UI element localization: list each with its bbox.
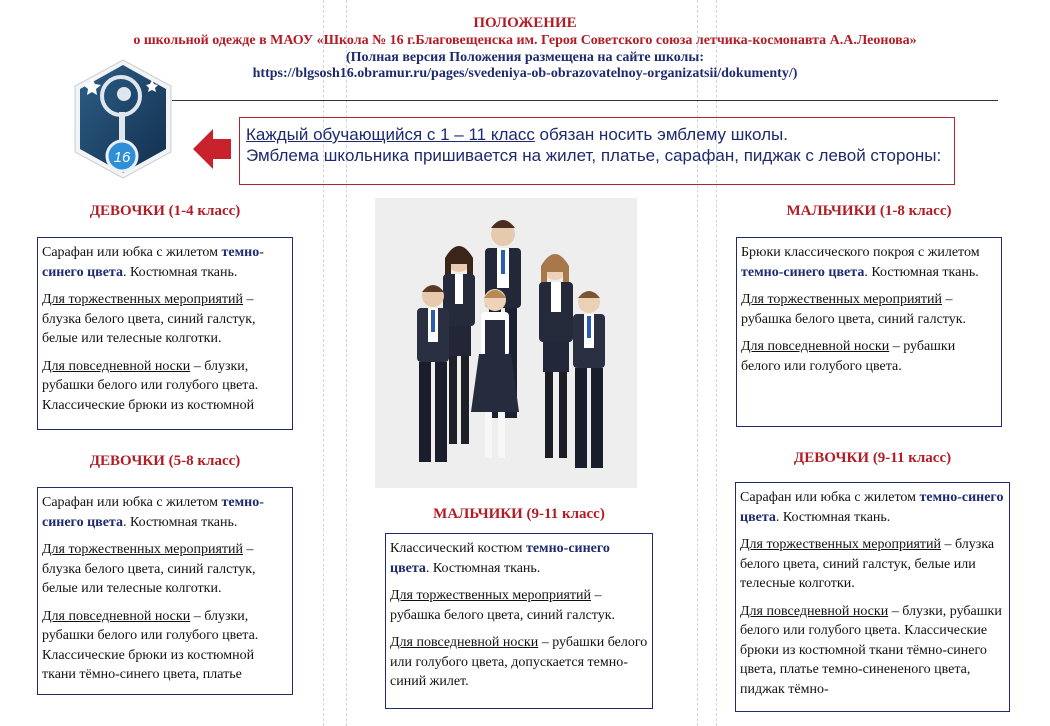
box-girls-5-8: Сарафан или юбка с жилетом темно-синего цвета. Костюмная ткань. Для торжественных мероприятий – блузка белого цвета, синий галстук, белые или телесные колготки. Для повседневной носки – блузки, рубашки белого или голубого цвета. Классические брюки из костюмной ткани тёмно-синего цвета, платье bbox=[37, 487, 293, 695]
section-title-girls-1-4: ДЕВОЧКИ (1-4 класс) bbox=[89, 203, 241, 219]
notice-line1-rest: обязан носить эмблему школы. bbox=[534, 125, 788, 144]
emblem-notice bbox=[239, 117, 955, 185]
column-guide bbox=[346, 0, 347, 726]
arrow-left-icon bbox=[193, 127, 233, 171]
box-girls-9-11: Сарафан или юбка с жилетом темно-синего цвета. Костюмная ткань. Для торжественных мероприятий – блузка белого цвета, синий галстук, белые или телесные колготки. Для повседневной носки – блузки, рубашки белого или голубого цвета. Классические брюки из костюмной ткани тёмно-синего цвета, платье темно-синененого цвета, пиджак тёмно- bbox=[735, 482, 1010, 712]
column-guide bbox=[697, 0, 698, 726]
column-guide bbox=[716, 0, 717, 726]
section-title-girls-9-11: ДЕВОЧКИ (9-11 класс) bbox=[793, 450, 952, 466]
header-url[interactable]: https://blgsosh16.obramur.ru/pages/svedeniya-ob-obrazovatelnoy-organizatsii/dokumenty/) bbox=[252, 66, 798, 81]
box-boys-9-11: Классический костюм темно-синего цвета. Костюмная ткань. Для торжественных мероприятий – рубашка белого цвета, синий галстук. Для повседневной носки – рубашки белого или голубого цвета, допускается темно-синий жилет. bbox=[385, 533, 653, 709]
document-title: ПОЛОЖЕНИЕ bbox=[473, 15, 577, 31]
emblem-number: 16 bbox=[113, 149, 131, 166]
notice-underlined: Каждый обучающийся с 1 – 11 класс bbox=[246, 125, 535, 144]
box-girls-1-4: Сарафан или юбка с жилетом темно-синего цвета. Костюмная ткань. Для торжественных мероприятий – блузка белого цвета, синий галстук, белые или телесные колготки. Для повседневной носки – блузки, рубашки белого или голубого цвета. Классические брюки из костюмной bbox=[37, 237, 293, 430]
column-guide bbox=[323, 0, 324, 726]
box-boys-1-8: Брюки классического покроя с жилетом темно-синего цвета. Костюмная ткань. Для торжественных мероприятий – рубашка белого цвета, синий галстук. Для повседневной носки – рубашки белого или голубого цвета. bbox=[736, 237, 1002, 427]
school-emblem-logo bbox=[72, 58, 174, 180]
header-note: (Полная версия Положения размещена на сайте школы: bbox=[345, 50, 704, 65]
section-title-boys-1-8: МАЛЬЧИКИ (1-8 класс) bbox=[786, 203, 952, 219]
notice-line2: Эмблема школьника пришивается на жилет, платье, сарафан, пиджак с левой стороны: bbox=[246, 146, 942, 165]
document-subtitle: о школьной одежде в МАОУ «Школа № 16 г.Благовещенска им. Героя Советского союза летчика-космонавта А.А.Леонова» bbox=[133, 33, 917, 48]
section-title-boys-9-11: МАЛЬЧИКИ (9-11 класс) bbox=[433, 506, 605, 522]
students-uniform-photo bbox=[375, 198, 637, 488]
section-title-girls-5-8: ДЕВОЧКИ (5-8 класс) bbox=[89, 453, 241, 469]
header-divider bbox=[172, 100, 998, 101]
